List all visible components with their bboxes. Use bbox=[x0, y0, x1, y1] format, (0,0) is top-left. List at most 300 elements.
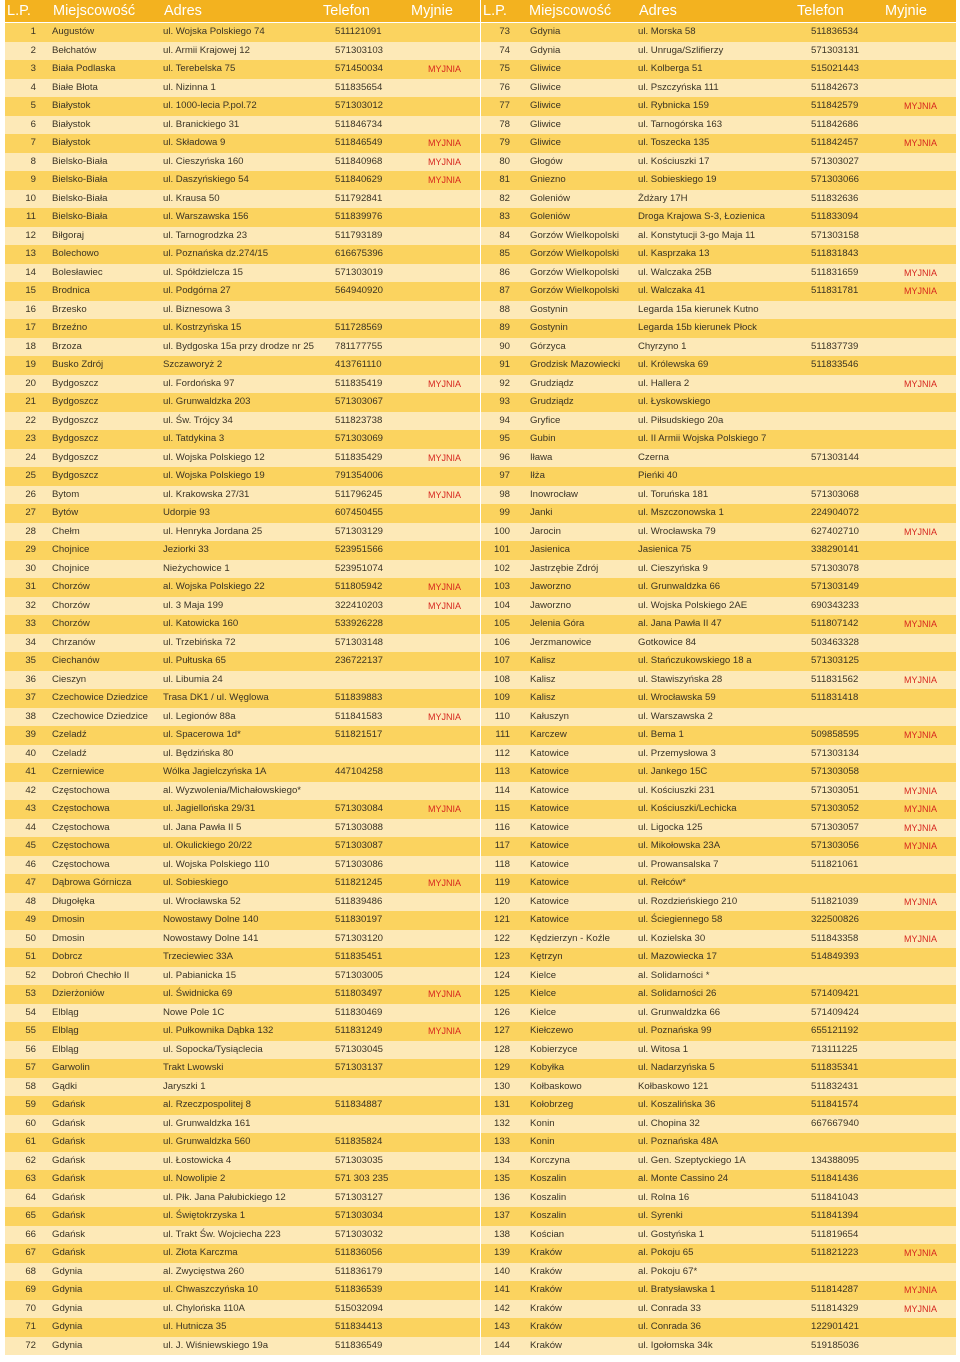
row-number: 109 bbox=[493, 692, 510, 703]
row-number: 31 bbox=[25, 581, 36, 592]
table-row bbox=[481, 523, 956, 542]
row-number: 111 bbox=[495, 729, 510, 740]
row-city: Jaworzno bbox=[530, 581, 572, 592]
row-address: al. Pokoju 65 bbox=[638, 1247, 694, 1258]
row-number: 76 bbox=[499, 81, 510, 93]
row-address: ul. 1000-lecia P.pol.72 bbox=[163, 100, 257, 111]
row-city: Kętrzyn bbox=[530, 951, 563, 962]
row-phone: 511835429 bbox=[335, 451, 383, 463]
row-number: 106 bbox=[493, 636, 510, 648]
row-address: ul. Conrada 36 bbox=[638, 1321, 701, 1332]
table-row bbox=[481, 486, 956, 505]
row-address: ul. Kolberga 51 bbox=[638, 63, 703, 74]
row-phone: 571303078 bbox=[811, 562, 860, 574]
table-row bbox=[481, 393, 956, 412]
table-row bbox=[481, 689, 956, 708]
row-address: ul. Grunwaldzka 66 bbox=[638, 1006, 721, 1018]
row-city: Iłża bbox=[530, 470, 545, 481]
row-address: ul. Wrocławska 52 bbox=[163, 895, 241, 907]
row-address: ul. Hutnicza 35 bbox=[163, 1321, 227, 1332]
row-number: 63 bbox=[25, 1173, 36, 1184]
row-address: ul. Pszczyńska 111 bbox=[638, 81, 719, 93]
table-row bbox=[481, 819, 956, 838]
row-number: 97 bbox=[499, 470, 510, 481]
row-number: 143 bbox=[493, 1321, 510, 1332]
row-address: ul. Cieszyńska 9 bbox=[638, 562, 708, 574]
table-row bbox=[5, 763, 480, 782]
row-phone: 571303084 bbox=[335, 803, 384, 814]
table-row bbox=[481, 948, 956, 967]
row-address: ul. Morska 58 bbox=[638, 26, 696, 37]
table-row bbox=[481, 560, 956, 579]
row-address: ul. Poznańska dz.274/15 bbox=[163, 248, 269, 259]
row-number: 79 bbox=[499, 137, 510, 148]
table-row bbox=[481, 282, 956, 301]
row-city: Gdańsk bbox=[52, 1117, 86, 1129]
row-number: 99 bbox=[499, 507, 510, 518]
row-number: 27 bbox=[25, 507, 36, 518]
table-row bbox=[5, 1059, 480, 1078]
table-row bbox=[5, 42, 480, 61]
table-row bbox=[5, 726, 480, 745]
row-city: Katowice bbox=[530, 803, 569, 814]
row-phone: 571303034 bbox=[335, 1210, 384, 1221]
row-phone: 571303058 bbox=[811, 766, 860, 777]
row-city: Białystok bbox=[52, 118, 91, 130]
row-address: ul. Sobieskiego bbox=[163, 877, 229, 888]
row-address: al. Rzeczpospolitej 8 bbox=[163, 1099, 251, 1110]
table-row bbox=[5, 23, 480, 42]
row-address: ul. Okulickiego 20/22 bbox=[163, 840, 253, 851]
row-phone: 511834887 bbox=[335, 1099, 383, 1110]
row-number: 40 bbox=[25, 747, 36, 759]
row-city: Katowice bbox=[530, 840, 569, 851]
row-city: Dąbrowa Górnicza bbox=[52, 877, 132, 888]
row-phone: 571303148 bbox=[335, 636, 384, 648]
row-city: Gorzów Wielkopolski bbox=[530, 266, 620, 278]
table-row bbox=[5, 560, 480, 579]
table-row bbox=[5, 79, 480, 98]
row-city: Gdańsk bbox=[52, 1136, 86, 1147]
row-number: 59 bbox=[25, 1099, 36, 1110]
row-address: ul. Sobieskiego 19 bbox=[638, 174, 717, 185]
row-address: Gotkowice 84 bbox=[638, 636, 697, 648]
row-wash-badge: MYJNIA bbox=[904, 1248, 938, 1258]
table-row bbox=[5, 282, 480, 301]
row-city: Czeladź bbox=[52, 747, 87, 759]
row-city: Kraków bbox=[530, 1302, 562, 1314]
row-city: Kraków bbox=[530, 1265, 562, 1277]
row-city: Czechowice Dziedzice bbox=[52, 710, 148, 722]
row-address: ul. Koszalińska 36 bbox=[638, 1099, 716, 1110]
row-address: ul. 3 Maja 199 bbox=[163, 599, 224, 611]
row-number: 127 bbox=[493, 1025, 510, 1036]
row-phone: 571303068 bbox=[811, 488, 860, 500]
row-phone: 523951566 bbox=[335, 544, 384, 555]
row-address: ul. Podgórna 27 bbox=[163, 285, 231, 296]
row-wash-badge: MYJNIA bbox=[428, 804, 462, 814]
row-city: Bydgoszcz bbox=[52, 414, 99, 426]
table-row bbox=[481, 356, 956, 375]
row-city: Chojnice bbox=[52, 562, 90, 574]
row-number: 11 bbox=[26, 211, 36, 222]
row-address: ul. Kościuszki/Lechicka bbox=[638, 803, 737, 814]
row-phone: 511841043 bbox=[811, 1191, 859, 1203]
row-phone: 607450455 bbox=[335, 507, 384, 518]
table-row bbox=[5, 874, 480, 893]
table-row bbox=[481, 1244, 956, 1263]
row-number: 138 bbox=[493, 1228, 510, 1240]
row-address: al. Wojska Polskiego 22 bbox=[163, 581, 265, 592]
row-city: Kraków bbox=[530, 1321, 562, 1332]
row-city: Korczyna bbox=[530, 1154, 570, 1166]
table-row bbox=[481, 1022, 956, 1041]
row-number: 73 bbox=[499, 26, 510, 37]
row-phone: 511821517 bbox=[335, 729, 383, 740]
row-address: ul. Gostyńska 1 bbox=[638, 1228, 705, 1240]
table-row bbox=[481, 412, 956, 431]
table-row bbox=[5, 911, 480, 930]
table-row bbox=[5, 1022, 480, 1041]
row-phone: 616675396 bbox=[335, 248, 384, 259]
row-phone: 511836056 bbox=[335, 1247, 383, 1258]
row-number: 139 bbox=[493, 1247, 510, 1258]
row-number: 89 bbox=[499, 322, 510, 333]
row-city: Bolechowo bbox=[52, 248, 99, 259]
row-city: Iława bbox=[530, 451, 553, 463]
row-phone: 564940920 bbox=[335, 285, 384, 296]
row-city: Kołobrzeg bbox=[530, 1099, 574, 1110]
row-address: ul. Katowicka 160 bbox=[163, 618, 239, 629]
row-number: 37 bbox=[25, 692, 36, 703]
row-address: ul. Kasprzaka 13 bbox=[638, 248, 710, 259]
row-number: 117 bbox=[494, 840, 510, 851]
row-city: Kobierzyce bbox=[530, 1043, 578, 1055]
row-address: Jeziorki 33 bbox=[163, 544, 209, 555]
row-address: ul. Tatdykina 3 bbox=[163, 433, 225, 444]
table-row bbox=[5, 504, 480, 523]
table-row bbox=[481, 541, 956, 560]
row-wash-badge: MYJNIA bbox=[904, 804, 938, 814]
row-wash-badge: MYJNIA bbox=[904, 286, 938, 296]
table-row bbox=[481, 856, 956, 875]
row-phone: 511834413 bbox=[335, 1321, 383, 1332]
row-address: ul. Kozielska 30 bbox=[638, 932, 706, 944]
table-row bbox=[481, 1318, 956, 1337]
row-address: ul. Płk. Jana Pałubickiego 12 bbox=[163, 1191, 286, 1203]
row-phone: 511846734 bbox=[335, 118, 383, 130]
table-row bbox=[5, 671, 480, 690]
row-city: Grudziądz bbox=[530, 377, 574, 389]
row-phone: 571303035 bbox=[335, 1154, 384, 1166]
row-phone: 571303129 bbox=[335, 525, 384, 537]
row-phone: 511841436 bbox=[811, 1173, 859, 1184]
row-address: ul. Pułkownika Dąbka 132 bbox=[163, 1025, 274, 1036]
row-city: Częstochowa bbox=[52, 821, 110, 833]
row-address: ul. Nowolipie 2 bbox=[163, 1173, 226, 1184]
table-row bbox=[5, 375, 480, 394]
row-number: 44 bbox=[25, 821, 36, 833]
table-row bbox=[5, 634, 480, 653]
row-address: ul. Biznesowa 3 bbox=[163, 303, 231, 315]
row-address: ul. Łostowicka 4 bbox=[163, 1154, 232, 1166]
row-address: al. Zwycięstwa 260 bbox=[163, 1265, 245, 1277]
row-city: Bielsko-Biała bbox=[52, 192, 108, 204]
row-phone: 511835654 bbox=[335, 81, 383, 93]
row-phone: 571303067 bbox=[335, 396, 384, 407]
row-phone: 571303120 bbox=[335, 932, 384, 944]
table-row bbox=[5, 967, 480, 986]
row-city: Katowice bbox=[530, 914, 569, 925]
row-city: Białystok bbox=[52, 137, 91, 148]
row-city: Gdynia bbox=[530, 44, 561, 56]
row-phone: 690343233 bbox=[811, 599, 860, 611]
row-number: 120 bbox=[493, 895, 510, 907]
row-number: 141 bbox=[493, 1284, 510, 1295]
table-row bbox=[5, 338, 480, 357]
row-phone: 511836534 bbox=[811, 26, 859, 37]
row-phone: 571303144 bbox=[811, 451, 860, 463]
table-row bbox=[5, 1133, 480, 1152]
row-number: 128 bbox=[493, 1043, 510, 1055]
row-number: 83 bbox=[499, 211, 510, 222]
row-phone: 781177755 bbox=[335, 340, 383, 352]
row-number: 57 bbox=[25, 1062, 36, 1073]
row-phone: 571303052 bbox=[811, 803, 860, 814]
row-wash-badge: MYJNIA bbox=[428, 582, 462, 592]
row-address: ul. Libumia 24 bbox=[163, 673, 223, 685]
row-city: Goleniów bbox=[530, 192, 570, 204]
header-address: Adres bbox=[639, 3, 677, 19]
table-row bbox=[481, 745, 956, 764]
row-number: 8 bbox=[30, 155, 36, 167]
table-row bbox=[5, 430, 480, 449]
row-city: Kołbaskowo bbox=[530, 1080, 582, 1092]
table-row bbox=[5, 171, 480, 190]
row-number: 4 bbox=[30, 81, 36, 93]
row-address: ul. Ściegiennego 58 bbox=[638, 914, 723, 925]
row-phone: 511840968 bbox=[335, 155, 383, 167]
row-address: ul. Jankego 15C bbox=[638, 766, 708, 777]
row-city: Cieszyn bbox=[52, 673, 87, 685]
row-address: ul. Prowansalska 7 bbox=[638, 858, 719, 870]
row-number: 81 bbox=[499, 174, 510, 185]
row-phone: 511830197 bbox=[335, 914, 383, 925]
row-address: ul. Witosa 1 bbox=[638, 1043, 689, 1055]
row-phone: 511835451 bbox=[335, 951, 383, 962]
row-address: Żdżary 17H bbox=[638, 192, 688, 204]
row-phone: 571303027 bbox=[811, 155, 860, 167]
header-wash: Myjnie bbox=[885, 3, 927, 19]
row-address: ul. Henryka Jordana 25 bbox=[163, 525, 263, 537]
row-number: 113 bbox=[494, 766, 510, 777]
row-wash-badge: MYJNIA bbox=[428, 378, 462, 389]
table-row bbox=[481, 504, 956, 523]
row-wash-badge: MYJNIA bbox=[904, 841, 938, 851]
row-address: ul. Kostrzyńska 15 bbox=[163, 322, 242, 333]
row-number: 25 bbox=[25, 470, 36, 481]
row-wash-badge: MYJNIA bbox=[904, 378, 938, 389]
row-phone: 511837739 bbox=[811, 340, 859, 352]
row-number: 126 bbox=[493, 1006, 510, 1018]
row-phone: 571303056 bbox=[811, 840, 860, 851]
row-phone: 511833094 bbox=[811, 211, 859, 222]
row-address: ul. Poznańska 48A bbox=[638, 1136, 719, 1147]
row-city: Bytów bbox=[52, 507, 79, 518]
row-phone: 511841574 bbox=[811, 1099, 859, 1110]
row-city: Chorzów bbox=[52, 618, 90, 629]
row-city: Konin bbox=[530, 1117, 555, 1129]
row-number: 30 bbox=[25, 562, 36, 574]
row-address: Legarda 15b kierunek Płock bbox=[638, 322, 757, 333]
row-number: 23 bbox=[25, 433, 36, 444]
row-city: Chojnice bbox=[52, 544, 90, 555]
row-phone: 511833546 bbox=[811, 359, 859, 370]
row-city: Jelenia Góra bbox=[530, 618, 585, 629]
row-number: 5 bbox=[30, 100, 36, 111]
row-number: 133 bbox=[493, 1136, 510, 1147]
table-row bbox=[481, 615, 956, 634]
row-city: Goleniów bbox=[530, 211, 570, 222]
row-phone: 571303087 bbox=[335, 840, 384, 851]
row-phone: 224904072 bbox=[811, 507, 860, 518]
row-address: ul. Armii Krajowej 12 bbox=[163, 44, 250, 56]
table-row bbox=[481, 79, 956, 98]
row-address: ul. Wrocławska 59 bbox=[638, 692, 716, 703]
row-phone: 511796245 bbox=[335, 488, 383, 500]
row-phone: 338290141 bbox=[811, 544, 860, 555]
table-row bbox=[481, 1004, 956, 1023]
row-city: Elbląg bbox=[52, 1025, 79, 1036]
table-row bbox=[481, 837, 956, 856]
table-row bbox=[481, 634, 956, 653]
header-wash: Myjnie bbox=[411, 3, 453, 19]
row-number: 50 bbox=[25, 932, 36, 944]
table-row bbox=[5, 393, 480, 412]
row-wash-badge: MYJNIA bbox=[904, 1303, 938, 1314]
row-address: ul. Spółdzielcza 15 bbox=[163, 266, 243, 278]
row-address: ul. Krausa 50 bbox=[163, 192, 220, 204]
row-address: ul. Tarnogórska 163 bbox=[638, 118, 723, 130]
row-number: 144 bbox=[493, 1339, 510, 1351]
row-number: 18 bbox=[25, 340, 36, 352]
row-number: 42 bbox=[25, 784, 36, 796]
row-city: Jaworzno bbox=[530, 599, 572, 611]
row-address: ul. Chopina 32 bbox=[638, 1117, 700, 1129]
row-city: Konin bbox=[530, 1136, 555, 1147]
row-number: 74 bbox=[499, 44, 510, 56]
row-address: ul. Przemysłowa 3 bbox=[638, 747, 716, 759]
table-row bbox=[5, 837, 480, 856]
row-address: ul. Grunwaldzka 560 bbox=[163, 1136, 251, 1147]
table-row bbox=[481, 171, 956, 190]
row-city: Częstochowa bbox=[52, 784, 110, 796]
row-number: 48 bbox=[25, 895, 36, 907]
row-phone: 571303149 bbox=[811, 581, 860, 592]
table-row bbox=[5, 948, 480, 967]
row-number: 78 bbox=[499, 118, 510, 130]
row-number: 140 bbox=[493, 1265, 510, 1277]
row-number: 6 bbox=[30, 118, 36, 130]
row-city: Bełchatów bbox=[52, 44, 97, 56]
row-phone: 511819654 bbox=[811, 1228, 859, 1240]
row-city: Gdynia bbox=[52, 1339, 83, 1351]
row-number: 134 bbox=[493, 1154, 510, 1166]
row-number: 71 bbox=[25, 1321, 36, 1332]
table-row bbox=[5, 1115, 480, 1134]
row-city: Elbląg bbox=[52, 1043, 79, 1055]
row-phone: 571303012 bbox=[335, 100, 384, 111]
row-phone: 511814287 bbox=[811, 1284, 859, 1295]
left-table-header bbox=[5, 0, 480, 22]
table-row bbox=[481, 208, 956, 227]
table-row bbox=[481, 1226, 956, 1245]
row-city: Gdańsk bbox=[52, 1247, 86, 1258]
row-wash-badge: MYJNIA bbox=[428, 64, 462, 74]
row-number: 54 bbox=[25, 1006, 36, 1018]
row-city: Brzoza bbox=[52, 340, 82, 352]
table-row bbox=[481, 1096, 956, 1115]
row-number: 19 bbox=[25, 359, 36, 370]
row-address: al. Solidarności 26 bbox=[638, 988, 717, 999]
table-row bbox=[5, 652, 480, 671]
left-table-body bbox=[5, 23, 480, 1355]
row-city: Karczew bbox=[530, 729, 567, 740]
row-city: Gdańsk bbox=[52, 1173, 86, 1184]
table-row bbox=[481, 967, 956, 986]
row-address: ul. Jana Pawła II 5 bbox=[163, 821, 242, 833]
row-city: Białe Błota bbox=[52, 81, 98, 93]
row-phone: 571303127 bbox=[335, 1191, 384, 1203]
row-number: 105 bbox=[493, 618, 510, 629]
row-phone: 571303019 bbox=[335, 266, 384, 278]
row-address: ul. Fordońska 97 bbox=[163, 377, 235, 389]
row-city: Gorzów Wielkopolski bbox=[530, 248, 620, 259]
row-phone: 322500826 bbox=[811, 914, 860, 925]
row-city: Gostynin bbox=[530, 322, 568, 333]
table-row bbox=[5, 578, 480, 597]
table-row bbox=[5, 467, 480, 486]
row-number: 41 bbox=[25, 766, 36, 777]
row-city: Gdańsk bbox=[52, 1228, 86, 1240]
row-city: Kobyłka bbox=[530, 1062, 565, 1073]
row-address: ul. Chwaszczyńska 10 bbox=[163, 1284, 258, 1295]
table-row bbox=[481, 134, 956, 153]
row-number: 82 bbox=[499, 192, 510, 204]
row-address: ul. Branickiego 31 bbox=[163, 118, 240, 130]
row-phone: 571409421 bbox=[811, 988, 860, 999]
table-row bbox=[5, 782, 480, 801]
header-lp: L.P. bbox=[483, 3, 507, 19]
table-row bbox=[481, 1133, 956, 1152]
row-phone: 511843358 bbox=[811, 932, 859, 944]
header-phone: Telefon bbox=[323, 3, 370, 19]
table-row bbox=[5, 800, 480, 819]
table-row bbox=[5, 893, 480, 912]
row-phone: 503463328 bbox=[811, 636, 860, 648]
row-phone: 511832431 bbox=[811, 1080, 859, 1092]
row-phone: 511821223 bbox=[811, 1247, 859, 1258]
row-address: ul. Mazowiecka 17 bbox=[638, 951, 717, 962]
table-row bbox=[481, 1059, 956, 1078]
row-address: ul. Conrada 33 bbox=[638, 1302, 701, 1314]
row-address: Czerna bbox=[638, 451, 669, 463]
row-address: ul. II Armii Wojska Polskiego 7 bbox=[638, 433, 767, 444]
table-row bbox=[5, 1300, 480, 1319]
table-row bbox=[5, 412, 480, 431]
row-number: 88 bbox=[499, 303, 510, 315]
row-number: 142 bbox=[493, 1302, 510, 1314]
